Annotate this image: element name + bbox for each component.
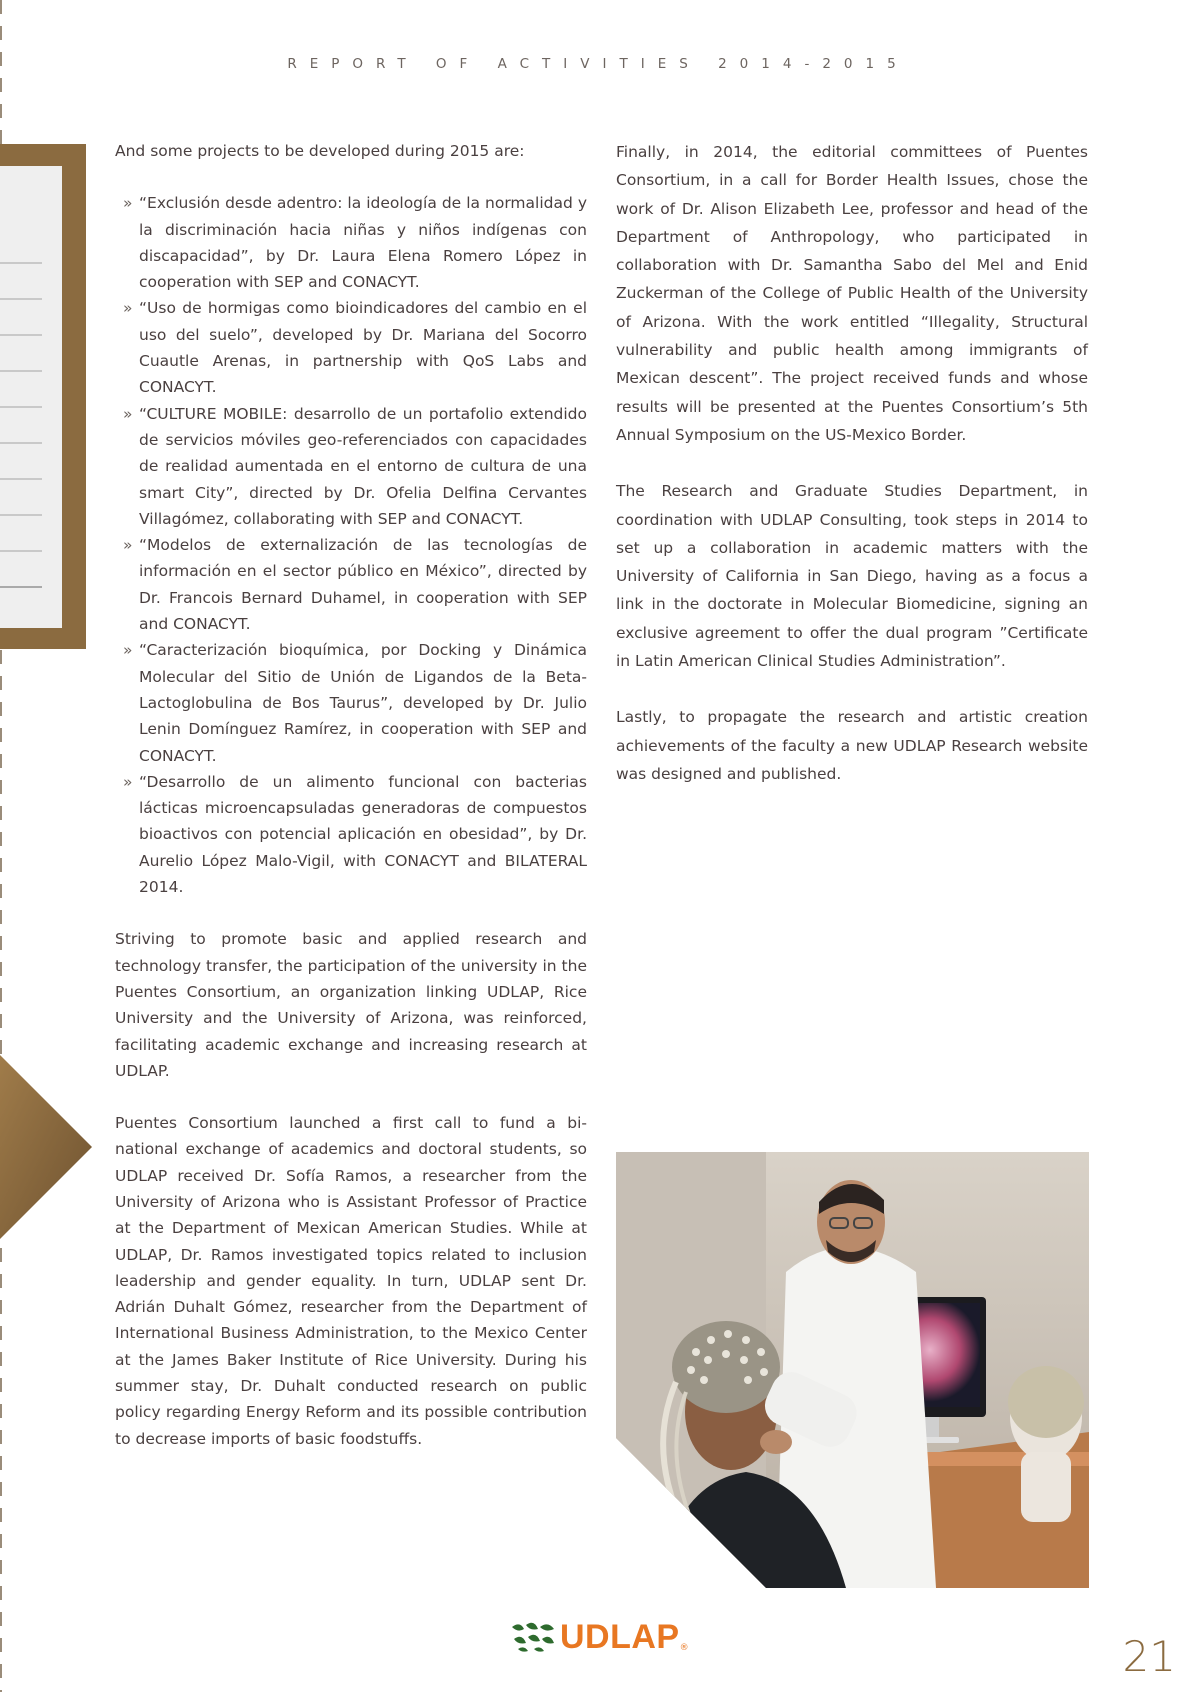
right-column bbox=[616, 138, 1088, 788]
registered-mark: ® bbox=[679, 1643, 689, 1653]
udlap-logo bbox=[510, 1617, 700, 1657]
paragraph-research-website: Lastly, to propagate the research and artistic creation achievements of the faculty a new UDLAP Research website was designed and published. bbox=[616, 708, 1088, 783]
list-item: » “Caracterización bioquímica, por Docking y Dinámica Molecular del Sitio de Unión de Ligandos de la Beta-Lactoglobulina de Bos Taurus”, developed by Dr. Julio Lenin Domínguez Ramírez, in cooperation with SEP and CONACYT. bbox=[115, 637, 587, 768]
paragraph-ucsd-collaboration: The Research and Graduate Studies Department, in coordination with UDLAP Consulting, took steps in 2014 to set up a collaboration in academic matters with the University of California in San Diego, having as a focus a link in the doctorate in Molecular Biomedicine, signing an exclusive agreement to offer the dual program ”Certificate in Latin American Clinical Studies Administration”. bbox=[616, 482, 1088, 671]
paragraph-puentes-consortium: Striving to promote basic and applied research and technology transfer, the participation of the university in the Puentes Consortium, an organization linking UDLAP, Rice University and the University of Arizona, was reinforced, facilitating academic exchange and increasing research at UDLAP. bbox=[115, 930, 587, 1080]
projects-list bbox=[115, 190, 587, 900]
paragraph-binational-exchange: Puentes Consortium launched a first call to fund a bi-national exchange of academics and doctoral students, so UDLAP received Dr. Sofía Ramos, a researcher from the University of Arizona who is Assistant Professor of Practice at the Department of Mexican American Studies. While at UDLAP, Dr. Ramos investigated topics related to inclusion leadership and gender equality. In turn, UDLAP sent Dr. Adrián Duhalt Gómez, researcher from the Department of International Business Administration, to the Mexico Center at the James Baker Institute of Rice University. During his summer stay, Dr. Duhalt conducted research on public policy regarding Energy Reform and its possible contribution to decrease imports of basic foodstuffs. bbox=[115, 1114, 587, 1448]
side-decorative-triangle bbox=[0, 1055, 92, 1239]
page-header: REPORT OF ACTIVITIES 2014-2015 bbox=[287, 56, 909, 72]
eeg-research-photo bbox=[616, 1152, 1089, 1588]
list-item: » “Exclusión desde adentro: la ideología de la normalidad y la discriminación hacia niñas y niños indígenas con discapacidad”, by Dr. Laura Elena Romero López in cooperation with SEP and CONACYT. bbox=[115, 190, 587, 295]
list-item: » “Modelos de externalización de las tecnologías de información en el sector público en México”, directed by Dr. Francois Bernard Duhamel, in cooperation with SEP and CONACYT. bbox=[115, 532, 587, 637]
list-item: » “Uso de hormigas como bioindicadores del cambio en el uso del suelo”, developed by Dr. Mariana del Socorro Cuautle Arenas, in partnership with QoS Labs and CONACYT. bbox=[115, 295, 587, 400]
paragraph-border-health: Finally, in 2014, the editorial committees of Puentes Consortium, in a call for Border Health Issues, chose the work of Dr. Alison Elizabeth Lee, professor and head of the Department of Anthropology, who participated in collaboration with Dr. Samantha Sabo del Mel and Enid Zuckerman of the College of Public Health of the University of Arizona. With the work entitled “Illegality, Structural vulnerability and public health among immigrants of Mexican descent”. The project received funds and whose results will be presented at the Puentes Consortium’s 5th Annual Symposium on the US-Mexico Border. bbox=[616, 143, 1088, 444]
udlap-leaf-icon bbox=[510, 1621, 556, 1653]
udlap-logo-text: UDLAP bbox=[560, 1617, 680, 1656]
left-column bbox=[115, 138, 587, 1452]
page-number: 21 bbox=[1122, 1632, 1176, 1681]
projects-intro: And some projects to be developed during 2015 are: bbox=[115, 142, 525, 160]
list-item: » “Desarrollo de un alimento funcional con bacterias lácticas microencapsuladas generadoras de compuestos bioactivos con potencial aplicación en obesidad”, by Dr. Aurelio López Malo-Vigil, with CONACYT and BILATERAL 2014. bbox=[115, 769, 587, 900]
side-decorative-panel bbox=[0, 166, 62, 628]
list-item: » “CULTURE MOBILE: desarrollo de un portafolio extendido de servicios móviles geo-referenciados con capacidades de realidad aumentada en el entorno de cultura de una smart City”, directed by Dr. Ofelia Delfina Cervantes Villagómez, collaborating with SEP and CONACYT. bbox=[115, 401, 587, 532]
